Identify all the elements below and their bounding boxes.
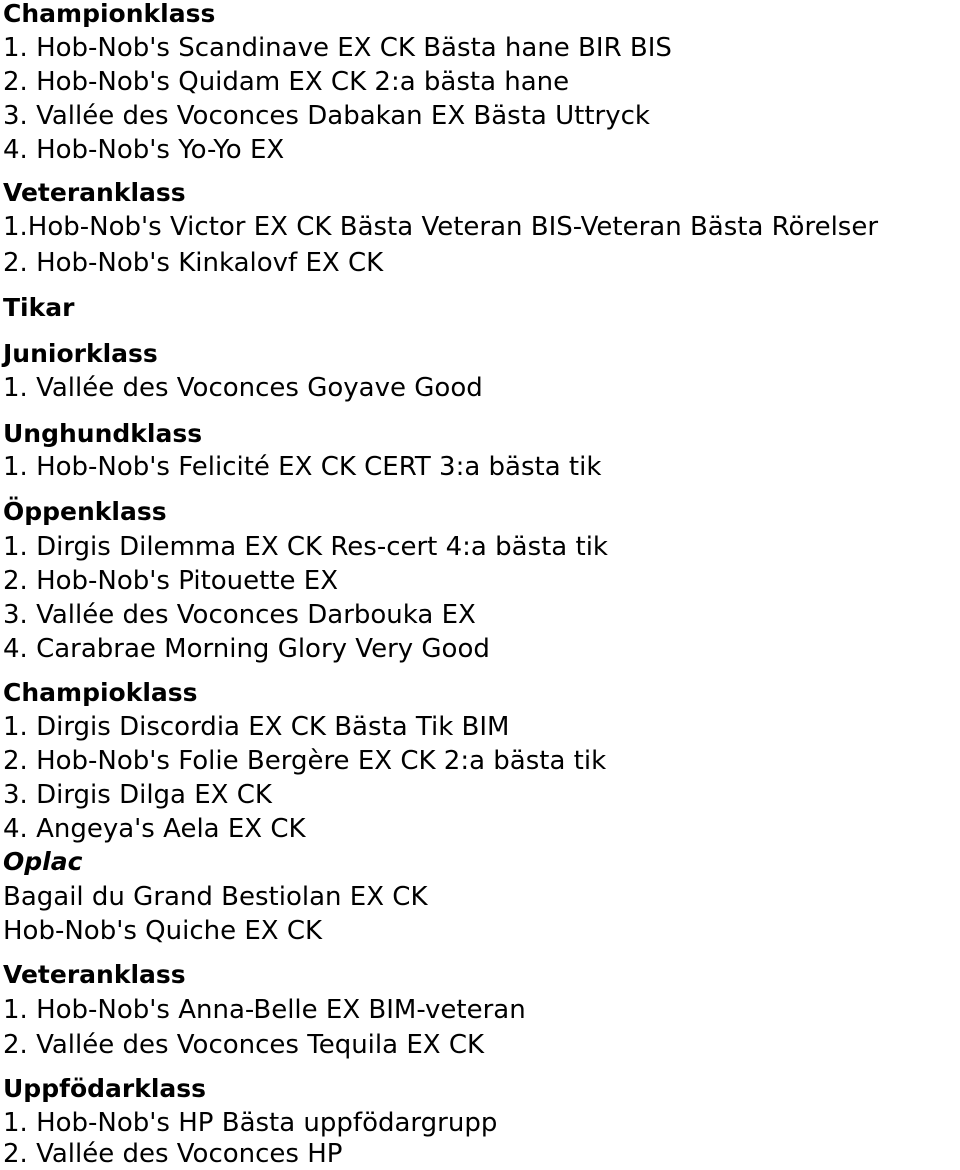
list-item: 1. Dirgis Dilemma EX CK Res-cert 4:a bästa tik <box>3 532 608 562</box>
list-item: 2. Hob-Nob's Pitouette EX <box>3 566 339 596</box>
section-heading: Champioklass <box>3 678 198 707</box>
section-heading: Uppfödarklass <box>3 1074 207 1103</box>
section-heading: Unghundklass <box>3 419 203 448</box>
section-heading: Veteranklass <box>3 960 186 989</box>
list-item: 4. Hob-Nob's Yo-Yo EX <box>3 135 285 165</box>
list-item: 1.Hob-Nob's Victor EX CK Bästa Veteran BIS-Veteran Bästa Rörelser <box>3 212 879 242</box>
list-item: 4. Carabrae Morning Glory Very Good <box>3 634 490 664</box>
list-item: 1. Hob-Nob's Anna-Belle EX BIM-veteran <box>3 995 526 1025</box>
list-item: 1. Dirgis Discordia EX CK Bästa Tik BIM <box>3 712 510 742</box>
section-heading: Championklass <box>3 0 216 28</box>
list-item: Bagail du Grand Bestiolan EX CK <box>3 882 428 912</box>
section-heading: Juniorklass <box>3 339 158 368</box>
section-heading: Tikar <box>3 293 75 322</box>
list-item: 2. Vallée des Voconces HP <box>3 1139 343 1169</box>
list-item: 1. Hob-Nob's Felicité EX CK CERT 3:a bästa tik <box>3 452 602 482</box>
list-item: 4. Angeya's Aela EX CK <box>3 814 306 844</box>
list-item: Hob-Nob's Quiche EX CK <box>3 916 323 946</box>
list-item: 3. Dirgis Dilga EX CK <box>3 780 272 810</box>
list-item: 2. Hob-Nob's Quidam EX CK 2:a bästa hane <box>3 67 570 97</box>
list-item: 2. Vallée des Voconces Tequila EX CK <box>3 1030 485 1060</box>
list-item: 1. Hob-Nob's HP Bästa uppfödargrupp <box>3 1108 498 1138</box>
list-item: 1. Hob-Nob's Scandinave EX CK Bästa hane BIR BIS <box>3 33 672 63</box>
section-heading: Veteranklass <box>3 178 186 207</box>
section-heading: Oplac <box>3 847 83 876</box>
list-item: 3. Vallée des Voconces Dabakan EX Bästa Uttryck <box>3 101 650 131</box>
list-item: 1. Vallée des Voconces Goyave Good <box>3 373 483 403</box>
section-heading: Öppenklass <box>3 497 167 526</box>
list-item: 3. Vallée des Voconces Darbouka EX <box>3 600 476 630</box>
list-item: 2. Hob-Nob's Kinkalovf EX CK <box>3 248 384 278</box>
list-item: 2. Hob-Nob's Folie Bergère EX CK 2:a bästa tik <box>3 746 607 776</box>
